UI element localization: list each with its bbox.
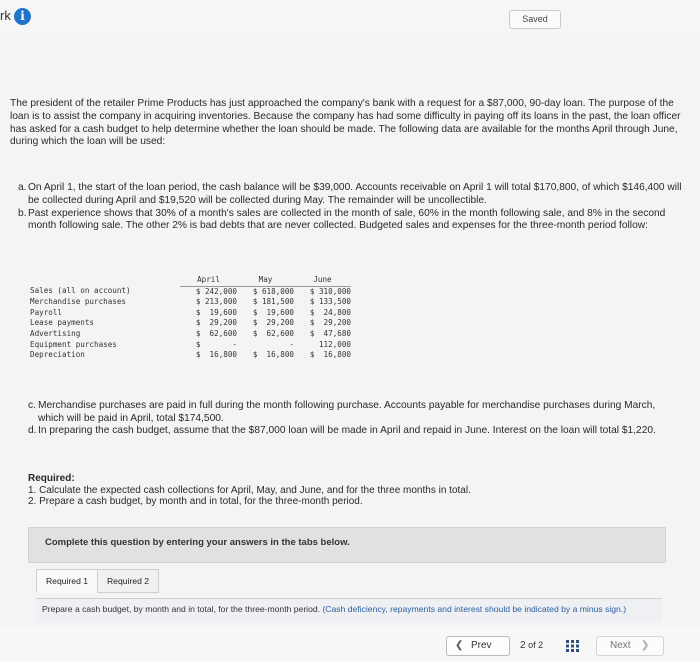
cell-value: $ 213,000 — [195, 297, 237, 307]
page-current: 2 — [520, 640, 526, 651]
item-c-text: Merchandise purchases are paid in full during the month following purchase. Accounts payable for merchandise purchases during March, which will be paid in April, total $174,500. — [38, 400, 656, 424]
item-c — [28, 400, 678, 425]
table-row — [30, 308, 351, 319]
item-d — [28, 425, 678, 438]
table-row — [30, 350, 351, 361]
chevron-left-icon: ❮ — [455, 640, 464, 651]
cell-value: $ 16,800 — [195, 350, 237, 360]
item-b-text: Past experience shows that 30% of a month's sales are collected in the month of sale, 60% in the month following sale, and 8% in the second month following sale. The other 2% is bad debts that are never collected. Budgeted sales and expenses for the three-month period follow: — [28, 207, 666, 232]
column-header-may: May — [237, 275, 294, 286]
column-header-april: April — [180, 275, 237, 286]
cell-value: $ 29,200 — [252, 318, 294, 328]
cell-value: $ 618,000 — [252, 286, 294, 296]
table-row — [30, 286, 351, 297]
cell-value: 112,000 — [309, 339, 351, 349]
table-row — [30, 340, 351, 351]
cell-value: $ 19,600 — [252, 307, 294, 317]
next-label: Next — [610, 640, 631, 651]
table-row — [30, 329, 351, 340]
problem-intro: The president of the retailer Prime Products has just approached the company's bank with a request for a $87,000, 90-day loan. The purpose of the loan is to assist the company in acquiring inventories. Because the company has had some difficulty in paying off its loans in the past, the loan officer has asked for a cash budget to help determine whether the loan should be made. The following data are available for the months April through June, during which the loan will be used: — [10, 98, 681, 148]
title-fragment: rk — [0, 8, 11, 23]
bottom-nav-bar — [0, 626, 700, 662]
required-section — [28, 473, 628, 508]
instructions-panel — [28, 527, 666, 563]
grid-icon[interactable] — [566, 640, 580, 652]
instruction-note: (Cash deficiency, repayments and interest should be indicated by a minus sign.) — [322, 604, 627, 614]
table-row — [30, 318, 351, 329]
next-button[interactable] — [596, 636, 664, 656]
cell-value: $ - — [195, 339, 237, 349]
cell-value: $ 242,000 — [195, 286, 237, 296]
page-of: of — [528, 640, 536, 650]
item-a-text: On April 1, the start of the loan period, the cash balance will be $39,000. Accounts receivable on April 1 will total $170,800, of which $146,400 will be collected during April and $19,520 will be collected during May. The remainder will be uncollectible. — [28, 182, 682, 206]
chevron-right-icon: ❯ — [641, 640, 650, 651]
cell-value: $ 310,000 — [309, 286, 351, 296]
cell-value: $ 62,600 — [195, 328, 237, 338]
item-d-text: In preparing the cash budget, assume that the $87,000 loan will be made in April and repaid in June. Interest on the loan will total $1,220. — [38, 425, 656, 437]
row-label: Equipment purchases — [30, 339, 117, 349]
row-label: Sales (all on account) — [30, 286, 131, 296]
row-label: Advertising — [30, 328, 81, 338]
info-icon[interactable]: i — [14, 8, 31, 25]
page-total: 2 — [538, 640, 544, 650]
cell-value: $ 16,800 — [252, 350, 294, 360]
page-indicator — [520, 640, 543, 651]
tab-required-1[interactable]: Required 1 — [36, 569, 98, 593]
table-row — [30, 297, 351, 308]
item-d-mark: d. — [28, 425, 37, 437]
tab-required-2[interactable]: Required 2 — [97, 569, 159, 593]
item-b — [18, 208, 692, 234]
top-bar — [0, 0, 700, 38]
column-header-june: June — [294, 275, 351, 286]
cell-value: $ 29,200 — [195, 318, 237, 328]
panel-text: Complete this question by entering your answers in the tabs below. — [45, 537, 350, 548]
prev-button[interactable] — [446, 636, 510, 656]
row-label: Payroll — [30, 307, 63, 317]
cell-value: $ 19,600 — [195, 307, 237, 317]
problem-items-ab — [18, 182, 692, 233]
tab-instruction — [36, 598, 662, 622]
row-label: Depreciation — [30, 350, 85, 360]
row-label: Lease payments — [30, 318, 95, 328]
cell-value: $ 24,800 — [309, 307, 351, 317]
cell-value: $ 181,500 — [252, 297, 294, 307]
problem-items-cd — [28, 400, 678, 438]
instruction-main: Prepare a cash budget, by month and in total, for the three-month period. — [42, 604, 321, 614]
item-c-mark: c. — [28, 400, 36, 411]
budget-table-header — [30, 275, 351, 286]
required-item-1: 1. Calculate the expected cash collections for April, May, and June, and for the three months in total. — [28, 484, 471, 496]
item-a — [18, 182, 692, 208]
cell-value: $ 47,680 — [309, 328, 351, 338]
cell-value: - — [252, 339, 294, 349]
item-b-mark: b. — [18, 207, 27, 219]
prev-label: Prev — [471, 640, 492, 651]
cell-value: $ 29,200 — [309, 318, 351, 328]
required-heading: Required: — [28, 473, 75, 484]
budget-table — [30, 275, 351, 361]
saved-status-badge: Saved — [509, 10, 561, 29]
cell-value: $ 62,600 — [252, 328, 294, 338]
cell-value: $ 16,800 — [309, 350, 351, 360]
cell-value: $ 133,500 — [309, 297, 351, 307]
row-label: Merchandise purchases — [30, 297, 127, 307]
budget-table-corner — [30, 275, 180, 286]
required-item-2: 2. Prepare a cash budget, by month and in total, for the three-month period. — [28, 496, 363, 507]
item-a-mark: a. — [18, 182, 27, 193]
